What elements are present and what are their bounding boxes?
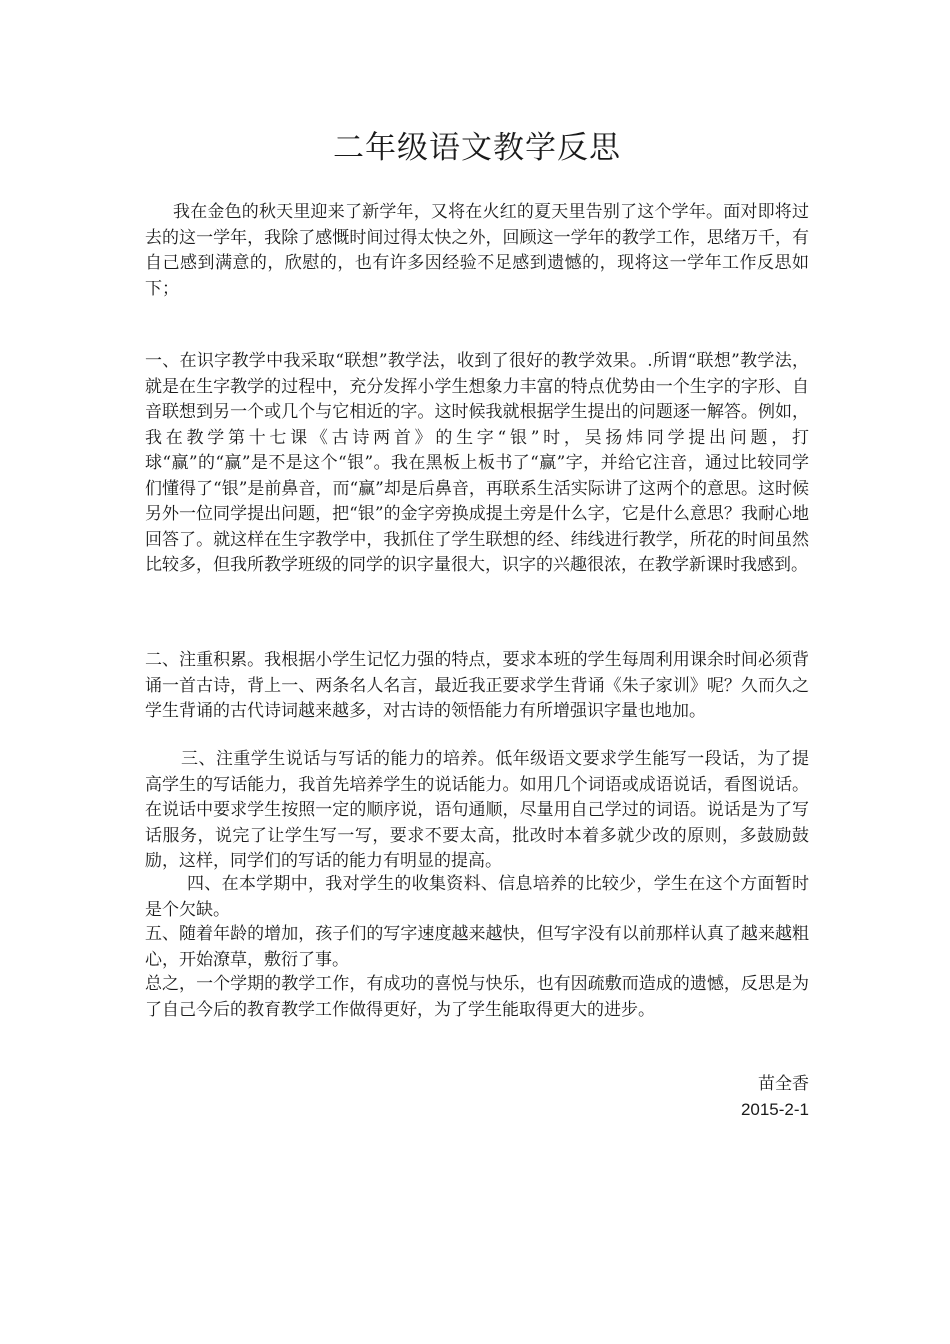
signature-date: 2015-2-1 [740, 1100, 809, 1119]
intro-paragraph: 我在金色的秋天里迎来了新学年，又将在火红的夏天里告别了这个学年。面对即将过去的这一学年，我除了感慨时间过得太快之外，回顾这一学年的教学工作，思绪万千，有自己感到满意的，欣慰的，也有许多因经验不足感到遗憾的，现将这一学年工作反思如下； [145, 202, 809, 299]
signature-author: 苗全香 [758, 1074, 809, 1094]
summary-paragraph: 总之，一个学期的教学工作，有成功的喜悦与快乐，也有因疏敷而造成的遗憾，反思是为了自己今后的教育教学工作做得更好，为了学生能取得更大的进步。 [145, 974, 809, 1020]
document-title: 二年级语文教学反思 [333, 130, 621, 166]
section-4-paragraph: 四、在本学期中，我对学生的收集资料、信息培养的比较少，学生在这个方面暂时是个欠缺。 [145, 874, 809, 920]
section-1-paragraph: 一、在识字教学中我采取“联想”教学法，收到了很好的教学效果。.所谓“联想”教学法，就是在生字教学的过程中，充分发挥小学生想象力丰富的特点优势由一个生字的字形、自音联想到另一个或几个与它相近的字。这时候我就根据学生提出的问题逐一解答。例如，我在教学第十七课《古诗两首》的生字“银”时，吴扬炜同学提出问题，打球“赢”的“赢”是不是这个“银”。我在黑板上板书了“赢”字，并给它注音，通过比较同学们懂得了“银”是前鼻音，而“赢”却是后鼻音，再联系生活实际讲了这两个的意思。这时候另外一位同学提出问题，把“银”的金字旁换成提土旁是什么字，它是什么意思？我耐心地回答了。就这样在生字教学中，我抓住了学生联想的经、纬线进行教学，所花的时间虽然比较多，但我所教学班级的同学的识字量很大，识字的兴趣很浓，在教学新课时我感到。 [145, 351, 809, 575]
section-3-paragraph: 三、注重学生说话与写话的能力的培养。低年级语文要求学生能写一段话，为了提高学生的写话能力，我首先培养学生的说话能力。如用几个词语或成语说话，看图说话。在说话中要求学生按照一定的顺序说，语句通顺，尽量用自己学过的词语。说话是为了写话服务，说完了让学生写一写，要求不要太高，批改时本着多就少改的原则，多鼓励鼓励，这样，同学们的写话的能力有明显的提高。 [145, 749, 809, 871]
section-5-paragraph: 五、随着年龄的增加，孩子们的写字速度越来越快，但写字没有以前那样认真了越来越粗心，开始潦草，敷衍了事。 [145, 924, 809, 970]
section-2-paragraph: 二、注重积累。我根据小学生记忆力强的特点，要求本班的学生每周利用课余时间必须背诵一首古诗，背上一、两条名人名言，最近我正要求学生背诵《朱子家训》呢？久而久之学生背诵的古代诗词越来越多，对古诗的领悟能力有所增强识字量也地加。 [145, 650, 809, 721]
